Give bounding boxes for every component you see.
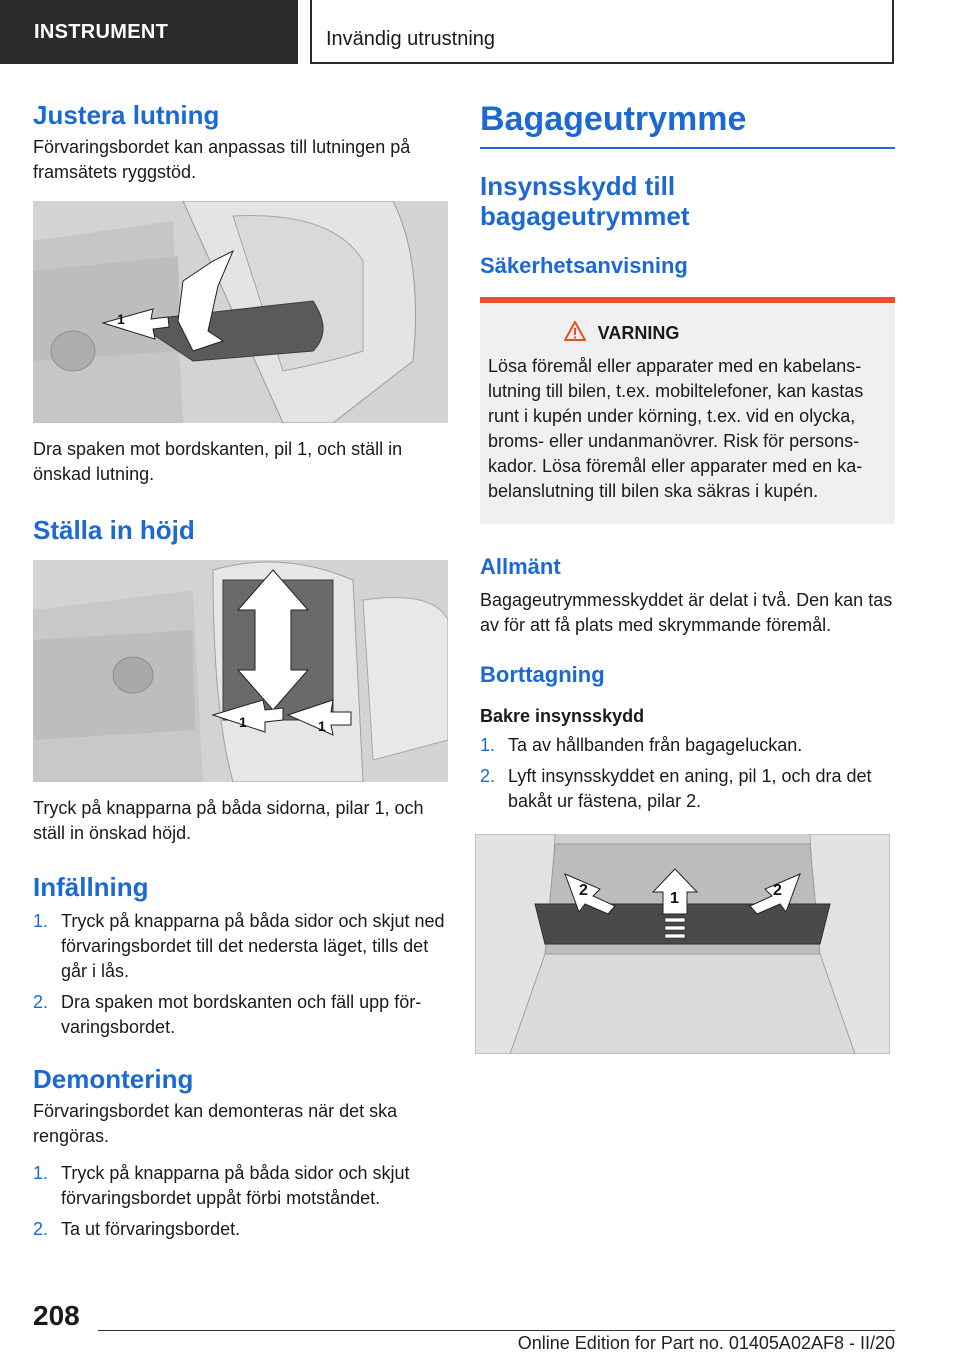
cargo-cover-illustration bbox=[475, 834, 890, 1054]
list-item: 1. Tryck på knapparna på båda sidor och skjut förvaringsbordet uppåt förbi motståndet. bbox=[33, 1163, 410, 1208]
height-heading: Ställa in höjd bbox=[33, 515, 195, 545]
fig1-caption: Dra spaken mot bordskanten, pil 1, och ställ in önskad lutning. bbox=[33, 439, 403, 484]
arrow-label-2-right: 2 bbox=[773, 882, 782, 899]
general-text: Bagageutrymmesskyddet är delat i två. Den kan tas av för att få plats med skrymmande föremål. bbox=[480, 590, 893, 635]
section-label: INSTRUMENT bbox=[34, 20, 169, 43]
warning-text: Lösa föremål eller apparater med en kabelans- lutning till bilen, t.ex. mobiltelefoner, kan kastas runt i kupén under körning, t.ex. vid en olycka, broms- eller undanmanövrer. Risk för persons- kador. Lösa föremål eller apparater med en ka- belanslutning till bilen ska säkras i kupén. bbox=[488, 356, 864, 501]
height-buttons-illustration bbox=[33, 560, 448, 782]
list-item: 1. Ta av hållbanden från bagageluckan. bbox=[480, 735, 803, 755]
warning-box bbox=[480, 297, 895, 524]
footer-rule bbox=[98, 1330, 895, 1331]
warning-icon bbox=[564, 321, 586, 346]
section-tab bbox=[0, 0, 298, 64]
main-title: Bagageutrymme bbox=[480, 100, 747, 138]
general-heading: Allmänt bbox=[480, 554, 561, 579]
removal-steps bbox=[480, 733, 895, 814]
arrow-label-1b: 1 bbox=[318, 718, 326, 734]
chapter-tab bbox=[310, 0, 894, 64]
safety-heading: Säkerhetsanvisning bbox=[480, 253, 688, 278]
list-item: 2. Ta ut förvaringsbordet. bbox=[33, 1219, 241, 1239]
tilt-lever-illustration bbox=[33, 201, 448, 423]
adjust-tilt-heading: Justera lutning bbox=[33, 100, 220, 130]
chapter-label: Invändig utrustning bbox=[326, 28, 496, 50]
title-rule bbox=[480, 147, 895, 149]
sub-title: Insynsskydd till bagageutrymmet bbox=[480, 171, 690, 231]
arrow-label-1: 1 bbox=[117, 311, 125, 327]
figure-cargo-cover bbox=[475, 834, 890, 1054]
figure-tilt-lever bbox=[33, 201, 448, 423]
arrow-label-1-center: 1 bbox=[670, 890, 679, 907]
arrow-label-2-left: 2 bbox=[579, 882, 588, 899]
list-item: 1. Tryck på knapparna på båda sidor och skjut ned förvaringsbordet till det nedersta läget, tills det går i lås. bbox=[33, 911, 445, 981]
fold-steps bbox=[33, 909, 448, 1040]
arrow-label-1a: 1 bbox=[239, 714, 247, 730]
figure-height-buttons bbox=[33, 560, 448, 782]
list-item: 2. Dra spaken mot bordskanten och fäll upp för- varingsbordet. bbox=[33, 992, 422, 1037]
fig2-caption: Tryck på knapparna på båda sidorna, pilar 1, och ställ in önskad höjd. bbox=[33, 798, 424, 843]
right-column bbox=[480, 100, 895, 1054]
list-item: 2. Lyft insynsskyddet en aning, pil 1, och dra det bakåt ur fästena, pilar 2. bbox=[480, 766, 872, 811]
left-column bbox=[33, 100, 448, 1242]
remove-text: Förvaringsbordet kan demonteras när det ska rengöras. bbox=[33, 1101, 398, 1146]
page-number: 208 bbox=[33, 1300, 80, 1331]
remove-heading: Demontering bbox=[33, 1064, 194, 1094]
warning-label: VARNING bbox=[597, 323, 680, 343]
edition-text: Online Edition for Part no. 01405A02AF8 - II/20 bbox=[517, 1333, 895, 1353]
fold-heading: Infällning bbox=[33, 872, 149, 902]
adjust-tilt-text: Förvaringsbordet kan anpassas till lutningen på framsätets ryggstöd. bbox=[33, 137, 411, 182]
remove-steps bbox=[33, 1161, 448, 1242]
rear-cover-label: Bakre insynsskydd bbox=[480, 706, 645, 726]
removal-heading: Borttagning bbox=[480, 662, 605, 687]
